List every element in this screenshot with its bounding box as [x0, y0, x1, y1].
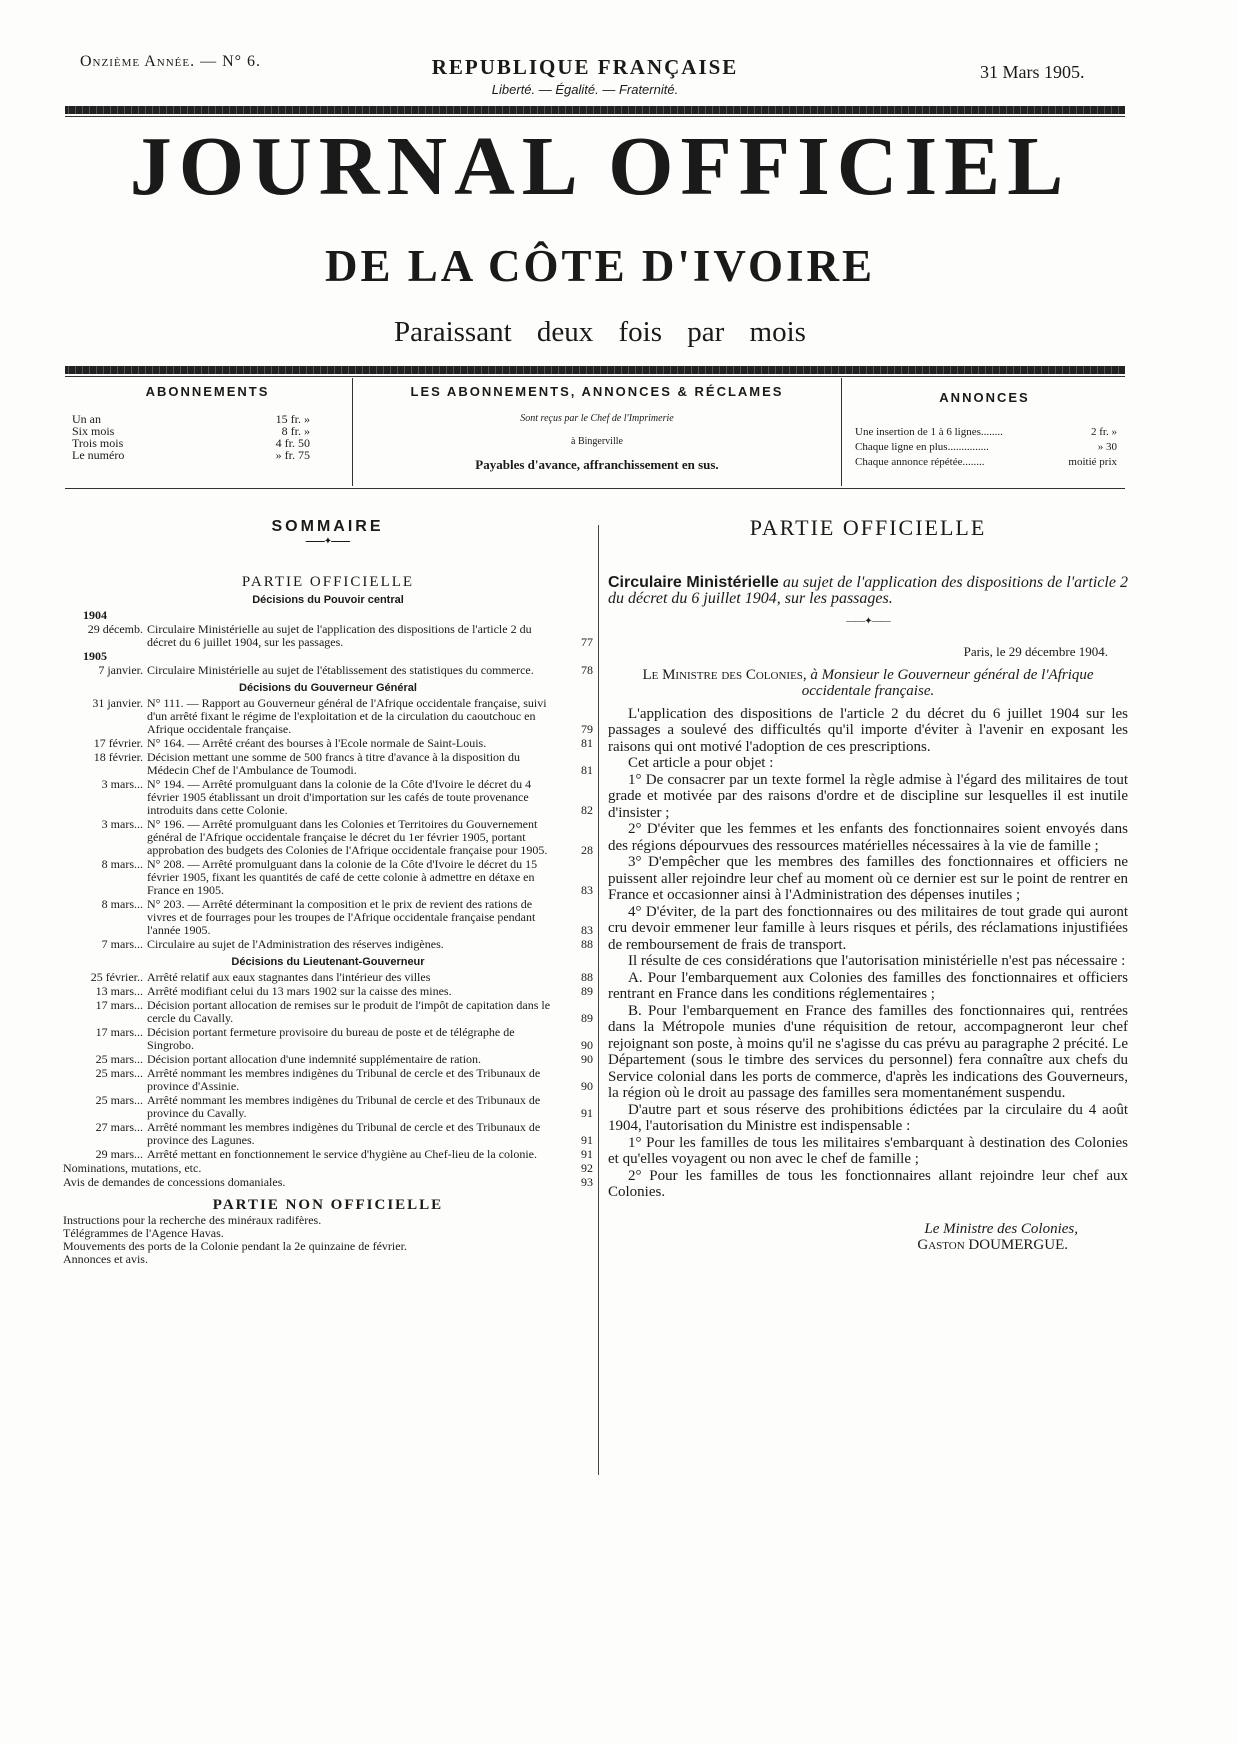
summary-section-governor: Décisions du Gouverneur Général	[239, 682, 417, 694]
entry-date: 13 mars...	[95, 984, 143, 998]
article	[608, 515, 1129, 1254]
summary-entry	[63, 999, 593, 1025]
subscription-price: 8 fr. »	[281, 424, 310, 438]
entry-date: 18 février.	[93, 750, 143, 764]
entry-date: 8 mars...	[101, 897, 143, 911]
article-paragraph: 1° De consacrer par un texte formel la règle admise à l'égard des militaires de tout grade et motivée par des raisons d'ordre et de discipline sur lesquelles il est inutile d'insister ;	[608, 771, 1128, 821]
entry-page: 89	[581, 984, 593, 998]
signature-name: Gaston DOUMERGUE.	[917, 1237, 1068, 1253]
advert-row	[855, 440, 1117, 455]
entry-page: 89	[581, 1011, 593, 1025]
entry-text: N° 203. — Arrêté déterminant la composition et le prix de revient des rations de vivres et de fourrages pour les troupes de l'Afrique occidentale française pendant l'année 1905.	[147, 897, 536, 937]
entry-date: 29 décemb.	[87, 622, 143, 636]
issue-date: 31 Mars 1905.	[980, 62, 1085, 82]
advert-row	[855, 455, 1117, 470]
article-paragraph: B. Pour l'embarquement en France des familles des fonctionnaires qui, rentrées dans la Métropole munies d'une réquisition de retour, accompagneront leur chef rejoignant son poste, à moins qu'il ne s'agisse du cas prévu au paragraphe 2 précité. Le Département (sous le timbre des services du personnel) fera connaître aux chefs du Service colonial dans les ports de commerce, d'après les indications des Gouverneurs, la région où le droit au passage des familles sera momentanément suspendu.	[608, 1002, 1128, 1101]
publication-frequency: Paraissant deux fois par mois	[394, 316, 806, 348]
subscription-row	[72, 449, 310, 461]
entry-text: Arrêté relatif aux eaux stagnantes dans l'intérieur des villes	[147, 970, 431, 984]
summary-entry	[63, 858, 593, 897]
subscription-label: Un an	[72, 412, 101, 426]
entry-page: 91	[581, 1147, 593, 1161]
summary-part-official: PARTIE OFFICIELLE	[241, 574, 415, 590]
entry-page: 88	[581, 937, 593, 951]
entry-date: 29 mars...	[95, 1147, 143, 1161]
summary-list	[63, 570, 593, 1266]
article-address-sender: Le Ministre des Colonies,	[642, 666, 807, 683]
entry-text: Arrêté mettant en fonctionnement le service d'hygiène au Chef-lieu de la colonie.	[147, 1147, 538, 1161]
entry-date: 3 mars...	[101, 817, 143, 831]
advert-label: Une insertion de 1 à 6 lignes........	[855, 426, 1003, 438]
adverts-table	[855, 425, 1117, 470]
summary-section-lt-governor: Décisions du Lieutenant-Gouverneur	[231, 956, 425, 968]
entry-page: 91	[581, 1106, 593, 1120]
entry-text: Arrêté modifiant celui du 13 mars 1902 sur la caisse des mines.	[147, 984, 452, 998]
entry-date: 7 mars...	[101, 937, 143, 951]
summary-year: 1904	[83, 608, 107, 622]
entry-page: 90	[581, 1052, 593, 1066]
article-place-date: Paris, le 29 décembre 1904.	[963, 644, 1108, 659]
top-rule	[65, 106, 1125, 114]
article-part-title: PARTIE OFFICIELLE	[749, 515, 987, 540]
article-paragraph: 4° D'éviter, de la part des fonctionnaires ou des militaires de tout grade qui auront cru devoir emmener leur famille à leurs risques et périls, des réclamations injustifiées de remboursement de frais de transport.	[608, 903, 1128, 953]
summary-heading: SOMMAIRE	[271, 518, 384, 535]
entry-text: Arrêté nommant les membres indigènes du Tribunal de cercle et des Tribunaux de province d'Assinie.	[147, 1066, 541, 1093]
entry-page: 90	[581, 1038, 593, 1052]
article-signature	[608, 1221, 1078, 1254]
entry-date: 25 mars...	[95, 1052, 143, 1066]
entry-page: 90	[581, 1079, 593, 1093]
article-title-bold: Circulaire Ministérielle	[608, 573, 779, 591]
summary-entry	[63, 1162, 593, 1175]
adverts-box	[842, 378, 1127, 486]
unofficial-item: Télégrammes de l'Agence Havas.	[63, 1226, 224, 1240]
article-ornament: ——✦——	[846, 615, 890, 627]
entry-page: 81	[581, 736, 593, 750]
entry-date: 31 janvier.	[92, 696, 143, 710]
entry-text: Avis de demandes de concessions domaniales.	[63, 1175, 286, 1189]
entry-page: 93	[581, 1175, 593, 1189]
motto: Liberté. — Égalité. — Fraternité.	[491, 82, 679, 97]
unofficial-item: Annonces et avis.	[63, 1252, 148, 1266]
entry-date: 17 mars...	[95, 1025, 143, 1039]
subscriptions-heading: ABONNEMENTS	[145, 384, 270, 399]
entry-text: N° 164. — Arrêté créant des bourses à l'Ecole normale de Saint-Louis.	[147, 736, 487, 750]
entry-text: Nominations, mutations, etc.	[63, 1161, 202, 1175]
unofficial-item: Mouvements des ports de la Colonie pendant la 2e quinzaine de février.	[63, 1239, 407, 1253]
entry-page: 92	[581, 1161, 593, 1175]
column-separator	[598, 525, 599, 1475]
summary-entry	[63, 751, 593, 777]
subscription-label: Le numéro	[72, 448, 125, 462]
summary-entry	[63, 664, 593, 677]
summary-entry	[63, 1053, 593, 1066]
article-address	[608, 667, 1128, 700]
subscription-label: Trois mois	[72, 436, 124, 450]
summary-entry	[63, 737, 593, 750]
summary-entry	[63, 971, 593, 984]
article-paragraph: Cet article a pour objet :	[628, 755, 774, 771]
summary-title	[65, 518, 590, 547]
summary-entry	[63, 938, 593, 951]
subscriptions-table	[72, 413, 310, 461]
entry-date: 27 mars...	[95, 1120, 143, 1134]
entry-date: 25 mars...	[95, 1066, 143, 1080]
signature-title: Le Ministre des Colonies,	[924, 1220, 1078, 1237]
subscription-price: » fr. 75	[275, 448, 310, 462]
subscription-label: Six mois	[72, 424, 115, 438]
article-title	[608, 575, 1128, 608]
entry-date: 17 mars...	[95, 998, 143, 1012]
summary-entry	[63, 623, 593, 649]
entry-page: 91	[581, 1133, 593, 1147]
top-rule-thin	[65, 116, 1125, 117]
entry-date: 25 février..	[90, 970, 143, 984]
entry-page: 28	[581, 843, 593, 857]
boxes-bottom-rule	[65, 488, 1125, 489]
entry-text: N° 196. — Arrêté promulguant dans les Colonies et Territoires du Gouvernement général de l'Afrique occidentale française le décret du 1er février 1905, portant approbation des budgets des Colonies de l'Afrique occidentale française pour 1905.	[147, 817, 548, 857]
entry-date: 8 mars...	[101, 857, 143, 871]
summary-section-central: Décisions du Pouvoir central	[252, 594, 404, 606]
entry-page: 77	[581, 635, 593, 649]
entry-text: Circulaire Ministérielle au sujet de l'établissement des statistiques du commerce.	[147, 663, 534, 677]
advert-row	[855, 425, 1117, 440]
summary-entry	[63, 778, 593, 817]
entry-text: Circulaire au sujet de l'Administration des réserves indigènes.	[147, 937, 444, 951]
entry-text: Arrêté nommant les membres indigènes du Tribunal de cercle et des Tribunaux de province des Lagunes.	[147, 1120, 541, 1147]
advert-price: 2 fr. »	[1091, 426, 1117, 438]
summary-entry	[63, 1094, 593, 1120]
article-paragraph: A. Pour l'embarquement aux Colonies des familles des fonctionnaires et officiers rentrant en France dans les conditions réglementaires ;	[608, 969, 1128, 1002]
journal-title: JOURNAL OFFICIEL	[129, 120, 1071, 213]
article-paragraph: 3° D'empêcher que les membres des familles des fonctionnaires et officiers ne puissent aller rejoindre leur chef au moment où ce dernier est sur le point de rentrer en France et occasionner ainsi à l'Administration des dépenses inutiles ;	[608, 854, 1128, 903]
entry-text: Décision mettant une somme de 500 francs à titre d'avance à la disposition du Médecin Chef de l'Ambulance de Toumodi.	[147, 750, 521, 777]
entry-page: 79	[581, 722, 593, 736]
summary-part-non-official: PARTIE NON OFFICIELLE	[212, 1197, 444, 1213]
notices-line-2: à Bingerville	[571, 436, 623, 447]
summary-entry	[63, 1148, 593, 1161]
article-address-recipient: à Monsieur le Gouverneur général de l'Afrique occidentale française.	[801, 666, 1094, 699]
entry-date: 7 janvier.	[98, 663, 143, 677]
summary-entry	[63, 1121, 593, 1147]
masthead-rule-thin	[65, 376, 1125, 377]
article-paragraph: D'autre part et sous réserve des prohibitions édictées par la circulaire du 4 août 1904, l'autorisation du Ministre est indispensable :	[608, 1101, 1128, 1134]
advert-label: Chaque ligne en plus...............	[855, 441, 989, 453]
article-paragraph: 2° Pour les familles de tous les fonctionnaires allant rejoindre leur chef aux Colonies.	[608, 1167, 1128, 1200]
article-paragraph: L'application des dispositions de l'article 2 du décret du 6 juillet 1904 sur les passages a soulevé des difficultés qu'il importe d'éviter à l'avenir en exposant les raisons qui ont motivé l'adoption de ces prescriptions.	[608, 705, 1128, 755]
summary-entry	[63, 1176, 593, 1189]
subscription-price: 4 fr. 50	[275, 436, 310, 450]
article-paragraph: Il résulte de ces considérations que l'autorisation ministérielle n'est pas nécessaire :	[628, 953, 1126, 969]
entry-date: 3 mars...	[101, 777, 143, 791]
notices-box	[352, 378, 842, 486]
adverts-heading: ANNONCES	[939, 390, 1030, 405]
entry-text: Décision portant fermeture provisoire du bureau de poste et de télégraphe de Singrobo.	[147, 1025, 515, 1052]
summary-entry	[63, 818, 593, 857]
advert-price: » 30	[1097, 441, 1117, 453]
article-paragraph: 2° D'éviter que les femmes et les enfants des fonctionnaires soient envoyés dans des régions dépourvues des ressources matérielles nécessaires à la vie de famille ;	[608, 821, 1128, 854]
entry-text: N° 194. — Arrêté promulguant dans la colonie de la Côte d'Ivoire le décret du 4 février 1905 établissant un droit d'importation sur les cafés de toute provenance introduits dans cette Colonie.	[147, 777, 532, 817]
entry-text: Circulaire Ministérielle au sujet de l'application des dispositions de l'article 2 du décret du 6 juillet 1904, sur les passages.	[147, 622, 532, 649]
summary-entry	[63, 1026, 593, 1052]
entry-text: N° 111. — Rapport au Gouverneur général de l'Afrique occidentale française, suivi d'un arrêté fixant le régime de l'exploitation et de la circulation du caoutchouc en Afrique occidentale française.	[147, 696, 547, 736]
notices-line-3: Payables d'avance, affranchissement en sus.	[475, 457, 719, 472]
entry-page: 83	[581, 923, 593, 937]
entry-date: 25 mars...	[95, 1093, 143, 1107]
republic-heading	[400, 55, 770, 97]
unofficial-item: Instructions pour la recherche des minéraux radifères.	[63, 1213, 322, 1227]
entry-page: 83	[581, 883, 593, 897]
entry-page: 82	[581, 803, 593, 817]
entry-date: 17 février.	[93, 736, 143, 750]
entry-text: Décision portant allocation de remises sur le produit de l'impôt de capitation dans le cercle du Cavally.	[147, 998, 551, 1025]
entry-page: 78	[581, 663, 593, 677]
summary-entry	[63, 697, 593, 736]
advert-label: Chaque annonce répétée........	[855, 456, 985, 468]
article-paragraph: 1° Pour les familles de tous les militaires s'embarquant à destination des Colonies et qu'elles voyagent ou non avec le chef de famille ;	[608, 1134, 1128, 1167]
summary-ornament: ——✦——	[305, 536, 350, 547]
masthead-rule	[65, 366, 1125, 374]
summary-entry	[63, 1067, 593, 1093]
summary-entry	[63, 985, 593, 998]
summary-year: 1905	[83, 649, 107, 663]
journal-subtitle: DE LA CÔTE D'IVOIRE	[325, 241, 875, 291]
entry-text: N° 208. — Arrêté promulguant dans la colonie de la Côte d'Ivoire le décret du 15 février 1905, fixant les quantités de café de cette colonie à admettre en détaxe en France en 1905.	[147, 857, 538, 897]
subscription-price: 15 fr. »	[275, 412, 310, 426]
notices-line-1: Sont reçus par le Chef de l'Imprimerie	[520, 413, 674, 424]
republic-title: REPUBLIQUE FRANÇAISE	[431, 55, 739, 79]
article-title-italic: au sujet de l'application des dispositions de l'article 2 du décret du 6 juillet 1904, sur les passages.	[608, 573, 1129, 607]
notices-heading: LES ABONNEMENTS, ANNONCES & RÉCLAMES	[410, 384, 784, 399]
advert-price: moitié prix	[1068, 456, 1117, 468]
entry-page: 81	[581, 763, 593, 777]
summary-entry	[63, 898, 593, 937]
subscriptions-box	[65, 378, 350, 486]
entry-text: Décision portant allocation d'une indemnité supplémentaire de ration.	[147, 1052, 482, 1066]
entry-page: 88	[581, 970, 593, 984]
issue-number: Onzième Année. — N° 6.	[80, 53, 262, 70]
entry-text: Arrêté nommant les membres indigènes du Tribunal de cercle et des Tribunaux de province du Cavally.	[147, 1093, 541, 1120]
